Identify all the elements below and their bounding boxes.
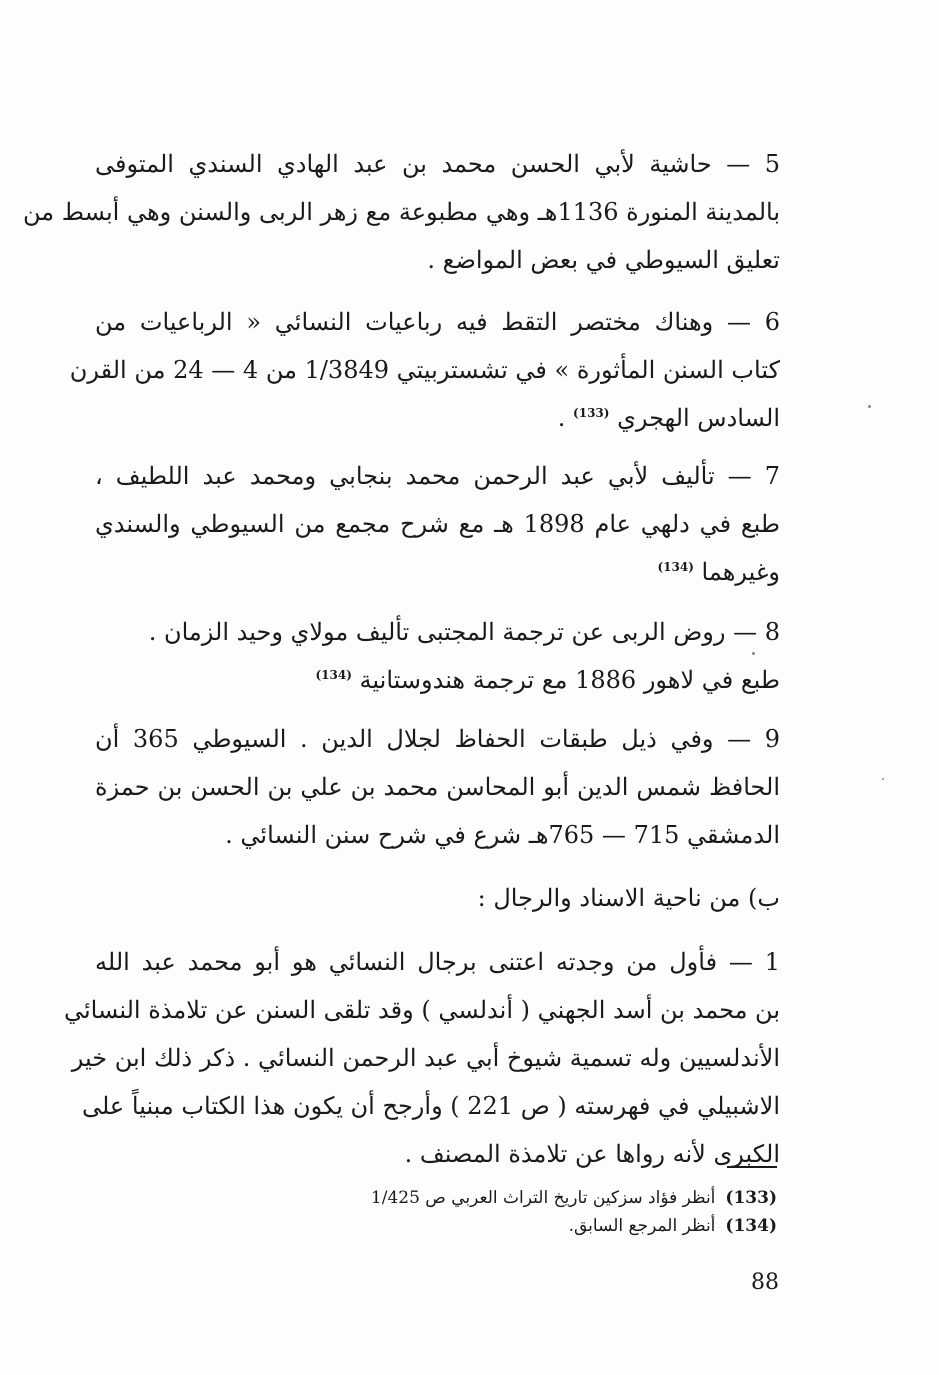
item-8-line-2 <box>95 656 780 704</box>
page-number: 88 <box>751 1270 779 1295</box>
list-item-6 <box>69 298 780 442</box>
footnote-text: أنظر فؤاد سزكين تاريخ التراث العربي ص 1/425 <box>370 1188 716 1208</box>
item-5-line-3: تعليق السيوطي في بعض المواضع . <box>427 246 780 274</box>
item-6-line-2: كتاب السنن المأثورة » في تشستربيتي 1/3849 من 4 — 24 من القرن <box>69 356 780 384</box>
item-1-line-3: الأندلسيين وله تسمية شيوخ أبي عبد الرحمن النسائي . ذكر ذلك ابن خير <box>71 1044 780 1072</box>
item-1-line-5: الكبرى لأنه رواها عن تلامذة المصنف . <box>404 1140 780 1168</box>
section-heading-b <box>95 874 780 922</box>
scan-speck <box>752 652 755 655</box>
item-9-line-1: 9 — وفي ذيل طبقات الحفاظ لجلال الدين . السيوطي 365 أن <box>95 725 781 753</box>
footnote-ref-134-a: (134) <box>657 560 694 574</box>
footnote-number: (134) <box>725 1216 777 1236</box>
item-5-line-2: بالمدينة المنورة 1136هـ وهي مطبوعة مع زهر الربى والسنن وهي أبسط من <box>23 198 780 226</box>
item-8-line-1: 8 — روض الربى عن ترجمة المجتبى تأليف مولاي وحيد الزمان . <box>148 618 780 646</box>
footnote-number: (133) <box>725 1188 777 1208</box>
footnotes <box>250 1184 777 1240</box>
list-item-8 <box>95 608 780 704</box>
list-item-5 <box>23 140 780 284</box>
item-7-line-3-text: وغيرهما <box>701 558 780 586</box>
item-7-line-2: طبع في دلهي عام 1898 هـ مع شرح مجمع من السيوطي والسندي <box>95 510 780 538</box>
footnote-ref-133: (133) <box>573 406 610 420</box>
section-heading-b-text: ب) من ناحية الاسناد والرجال : <box>477 884 780 912</box>
item-7-line-3 <box>95 548 780 596</box>
list-item-7 <box>95 452 780 596</box>
list-item-1 <box>63 938 780 1178</box>
item-6-line-3-tail: . <box>557 404 574 432</box>
scan-speck <box>868 405 871 408</box>
scan-speck <box>882 778 884 780</box>
item-8-line-2-text: طبع في لاهور 1886 مع ترجمة هندوستانية <box>359 666 780 694</box>
footnote-134 <box>250 1212 777 1240</box>
footnote-divider <box>727 1166 777 1168</box>
item-7-line-1: 7 — تأليف لأبي عبد الرحمن محمد بنجابي ومحمد عبد اللطيف ، <box>95 462 780 490</box>
item-5-line-1: 5 — حاشية لأبي الحسن محمد بن عبد الهادي السندي المتوفى <box>95 150 780 178</box>
item-1-line-1: 1 — فأول من وجدته اعتنى برجال النسائي هو أبو محمد عبد الله <box>95 948 780 976</box>
footnote-133 <box>250 1184 777 1212</box>
item-9-line-2: الحافظ شمس الدين أبو المحاسن محمد بن علي بن الحسن بن حمزة <box>95 773 781 801</box>
item-6-line-3 <box>95 394 780 442</box>
item-6-line-3-text: السادس الهجري <box>617 404 780 432</box>
list-item-9 <box>95 715 780 859</box>
item-1-line-2: بن محمد بن أسد الجهني ( أندلسي ) وقد تلقى السنن عن تلامذة النسائي <box>63 996 780 1024</box>
item-6-line-1: 6 — وهناك مختصر التقط فيه رباعيات النسائي « الرباعيات من <box>95 308 780 336</box>
item-9-line-3: الدمشقي 715 — 765هـ شرع في شرح سنن النسائي . <box>225 821 780 849</box>
item-1-line-4: الاشبيلي في فهرسته ( ص 221 ) وأرجح أن يكون هذا الكتاب مبنياً على <box>81 1092 780 1120</box>
footnote-ref-134-b: (134) <box>315 668 352 682</box>
footnote-text: أنظر المرجع السابق. <box>568 1216 716 1236</box>
